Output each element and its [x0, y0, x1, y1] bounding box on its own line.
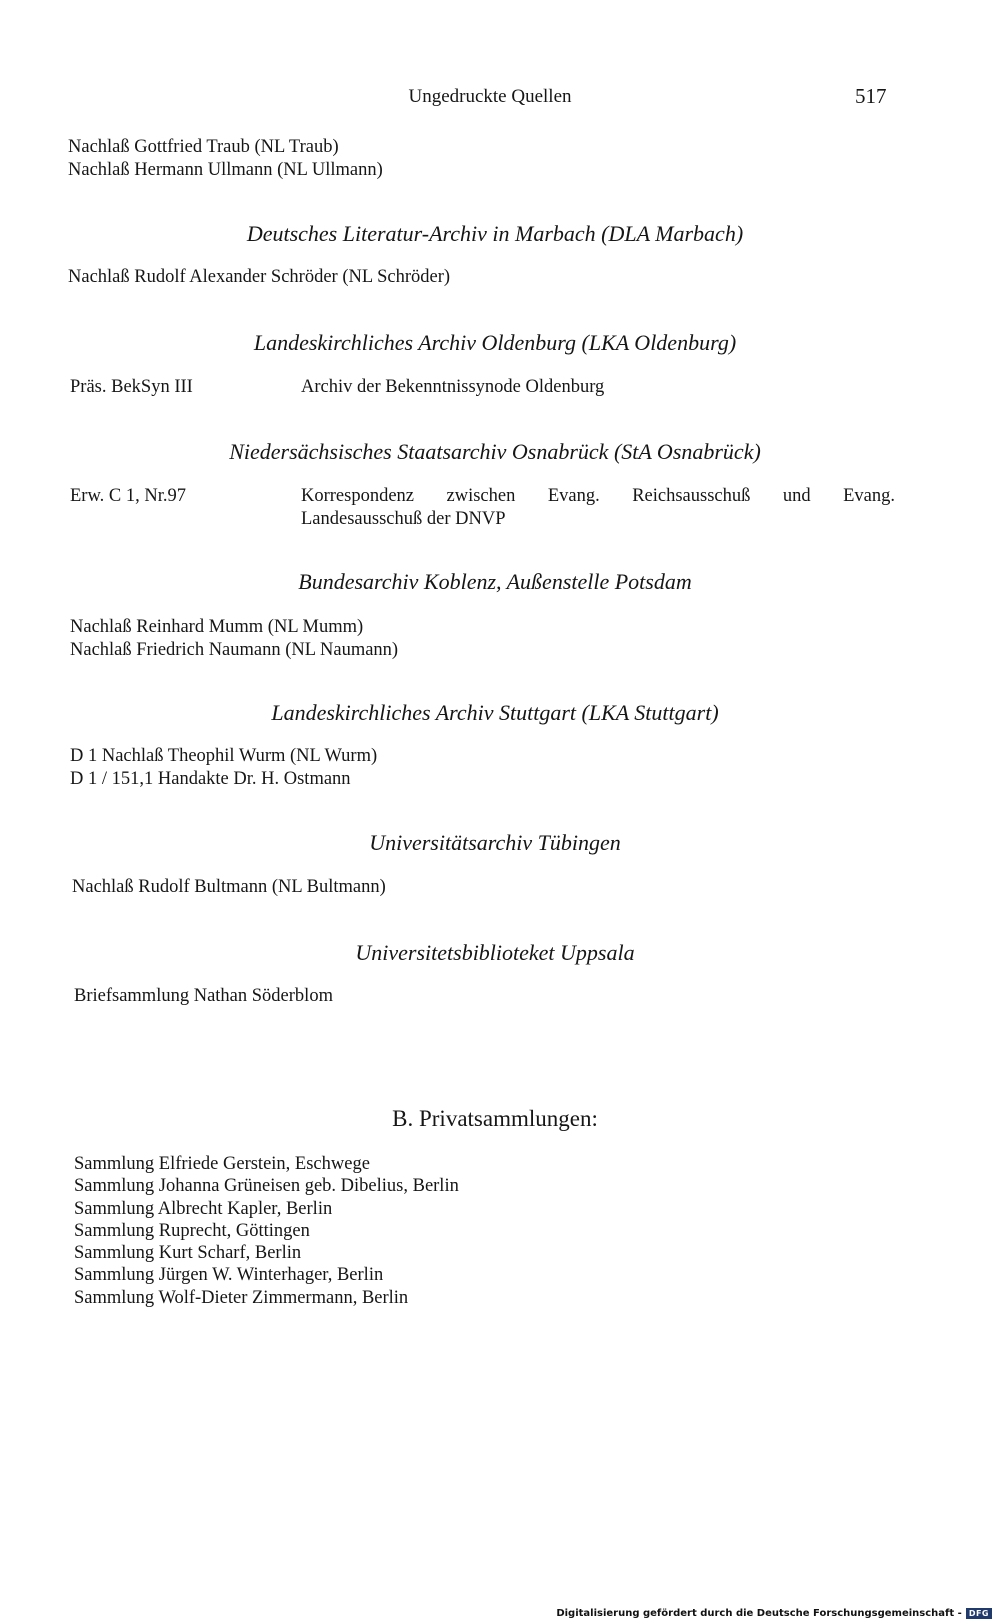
- section-heading-sta-osnabrueck: Niedersächsisches Staatsarchiv Osnabrück (StA Osnabrück): [229, 439, 761, 464]
- section-heading-bundesarchiv: Bundesarchiv Koblenz, Außenstelle Potsdam: [298, 569, 692, 594]
- list-item: Nachlaß Rudolf Alexander Schröder (NL Schröder): [68, 267, 451, 287]
- list-item: Sammlung Ruprecht, Göttingen: [74, 1220, 310, 1241]
- entry-signature: Erw. C 1, Nr.97: [70, 486, 186, 506]
- lka-stuttgart-list: [70, 745, 377, 790]
- section-heading-tuebingen: Universitätsarchiv Tübingen: [369, 830, 621, 855]
- list-item: Sammlung Johanna Grüneisen geb. Dibelius, Berlin: [74, 1176, 459, 1197]
- tuebingen-list: [72, 876, 386, 899]
- entry-description-line2: Landesausschuß der DNVP: [301, 508, 506, 529]
- list-item: Sammlung Kurt Scharf, Berlin: [74, 1243, 302, 1264]
- running-header: Ungedruckte Quellen: [408, 86, 572, 107]
- list-item: D 1 / 151,1 Handakte Dr. H. Ostmann: [70, 768, 351, 789]
- page-number: 517: [855, 84, 887, 108]
- list-item: Nachlaß Friedrich Naumann (NL Naumann): [70, 639, 399, 660]
- list-item: Nachlaß Reinhard Mumm (NL Mumm): [70, 617, 364, 637]
- list-item: D 1 Nachlaß Theophil Wurm (NL Wurm): [70, 746, 378, 766]
- list-item: Briefsammlung Nathan Söderblom: [74, 986, 333, 1006]
- list-item: Nachlaß Hermann Ullmann (NL Ullmann): [68, 159, 383, 180]
- top-list: [68, 136, 383, 181]
- dfg-logo: DFG: [966, 1608, 992, 1619]
- entry-signature: Präs. BekSyn III: [70, 377, 193, 397]
- list-item: Nachlaß Rudolf Bultmann (NL Bultmann): [72, 877, 386, 897]
- section-heading-lka-stuttgart: Landeskirchliches Archiv Stuttgart (LKA Stuttgart): [271, 700, 719, 725]
- section-heading-dla-marbach: Deutsches Literatur-Archiv in Marbach (DLA Marbach): [246, 221, 744, 246]
- footer-text: Digitalisierung gefördert durch die Deutsche Forschungsgemeinschaft -: [556, 1608, 962, 1619]
- private-list: [74, 1153, 459, 1309]
- archive-entry: [70, 485, 895, 531]
- list-item: Sammlung Elfriede Gerstein, Eschwege: [74, 1154, 370, 1174]
- section-heading-lka-oldenburg: Landeskirchliches Archiv Oldenburg (LKA Oldenburg): [253, 330, 737, 355]
- bundesarchiv-list: [70, 616, 398, 661]
- section-heading-privatsammlungen: B. Privatsammlungen:: [392, 1106, 598, 1131]
- list-item: Sammlung Jürgen W. Winterhager, Berlin: [74, 1265, 384, 1286]
- section-heading-uppsala: Universitetsbiblioteket Uppsala: [355, 940, 635, 965]
- dla-list: [68, 266, 450, 289]
- digitization-footer: [556, 1608, 992, 1619]
- uppsala-list: [74, 985, 333, 1008]
- list-item: Sammlung Wolf-Dieter Zimmermann, Berlin: [74, 1287, 409, 1308]
- entry-description-line1: Korrespondenz zwischen Evang. Reichsausschuß und Evang.: [301, 486, 895, 506]
- entry-description: Archiv der Bekenntnissynode Oldenburg: [301, 377, 605, 397]
- list-item: Nachlaß Gottfried Traub (NL Traub): [68, 137, 339, 157]
- list-item: Sammlung Albrecht Kapler, Berlin: [74, 1198, 333, 1219]
